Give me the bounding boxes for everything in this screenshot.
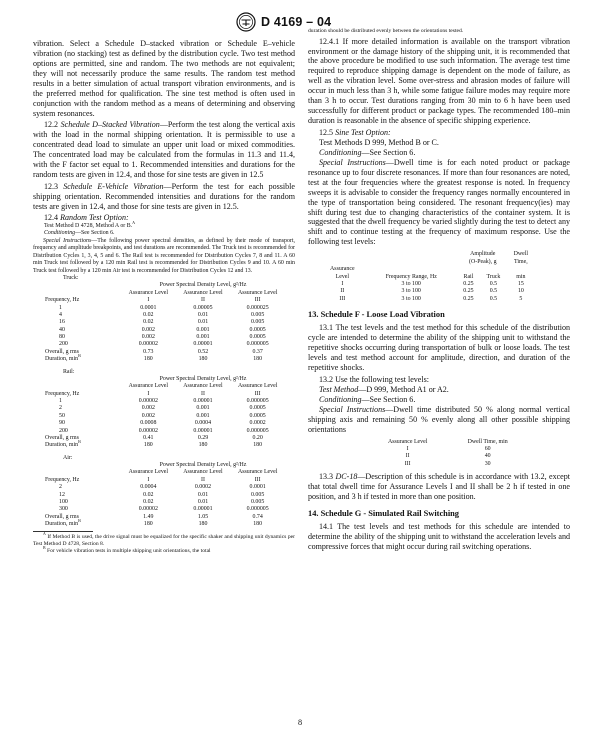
table-cell: 40 — [59, 326, 65, 333]
table-cell: 0.000005 — [246, 506, 269, 513]
table-cell: 0.00002 — [138, 398, 158, 404]
table-cell: 0.02 — [143, 319, 154, 326]
table-cell: I — [406, 445, 409, 452]
col-header-amplitude: Amplitude — [470, 251, 496, 258]
table-row — [368, 453, 528, 460]
table-row — [45, 341, 285, 348]
psd-col-header-frequency: Frequency, Hz — [45, 476, 80, 483]
special-instructions-text: —Dwell time distributed 50 % along normal vertical shipping axis and remaining 50 % evenly along all other possible shipping orientations — [308, 404, 570, 434]
col-header-frequency-range: Frequency Range, Hz — [385, 273, 437, 280]
table-cell: 16 — [59, 319, 65, 326]
table-cell: 180 — [253, 442, 263, 449]
footnote-text: For vehicle vibration tests in multiple shipping unit orientations, the total — [47, 548, 211, 555]
test-method-text: Test Method D 4728, Method A or B. — [44, 222, 133, 229]
table-cell: 0.001 — [196, 334, 210, 340]
right-column — [308, 28, 570, 552]
psd-col-header-frequency: Frequency, Hz — [45, 390, 80, 397]
test-method-text: —D 999, Method A1 or A2. — [358, 384, 449, 394]
section-text: —Description of this schedule is in accordance with 13.2, except that total dwell time for Assurance Levels I and II shall be 2 h if tested in one position, and 3 h if tested in more than one position. — [308, 472, 570, 502]
table-cell: 0.0001 — [249, 484, 266, 491]
section-number: 12.4 — [44, 212, 59, 222]
footnote-mark: B — [78, 518, 81, 524]
table-cell: 180 — [253, 521, 263, 527]
table-row — [45, 492, 285, 499]
psd-mode-label: Rail: — [63, 368, 75, 375]
table-cell: 0.005 — [251, 498, 265, 505]
table-cell: 40 — [484, 453, 491, 460]
footnote-mark: B — [78, 439, 81, 445]
duration-label-text: Duration, min — [45, 442, 79, 449]
col-header-min: min — [516, 273, 526, 280]
table-cell: 0.20 — [252, 434, 263, 441]
table-cell: 1 — [59, 398, 62, 404]
table-cell: 0.000005 — [246, 398, 269, 404]
table-cell: 0.00005 — [193, 304, 213, 311]
table-cell: 3 to 100 — [401, 280, 421, 287]
section-number: 12.2 — [44, 120, 59, 130]
table-row — [45, 349, 285, 356]
conditioning-label: Conditioning — [319, 394, 362, 404]
table-cell: 0.25 — [463, 288, 474, 295]
table-row — [45, 514, 285, 521]
table-row — [45, 312, 285, 319]
special-instructions-text: —Dwell time is for each noted product or package resonance up to four discrete resonances. If more than four resonances are noted, test at the four frequencies where the greatest response is noted. In frequency sweeps it is advisable to consider the frequency ranges normally encountered in the type of transportation being considered. The resonant frequency(ies) may shift during test due to changing characteristics of the container system. It is suggested that the dwell frequency be varied slightly during the test to detect any shift and to continue testing at the frequency of maximum response. Use the following test levels: — [308, 157, 570, 247]
section-number: 12.5 — [319, 127, 334, 137]
table-cell: 60 — [484, 445, 491, 452]
psd-mode-label: Air: — [63, 454, 73, 461]
psd-col-header-assurance: Assurance Level — [237, 289, 278, 296]
conditioning-label: Conditioning — [44, 230, 76, 237]
table-row — [320, 288, 534, 295]
table-cell: 1.49 — [143, 513, 154, 520]
psd-col-header-assurance: Assurance Level — [237, 383, 278, 390]
section-13-heading: 13. Schedule F - Loose Load Vibration — [308, 310, 445, 320]
table-cell: 0.00002 — [138, 341, 158, 348]
table-cell: 0.0005 — [249, 405, 266, 412]
psd-col-header-assurance: Assurance Level — [237, 469, 278, 476]
table-cell: 0.00001 — [193, 398, 213, 404]
table-cell: 0.73 — [143, 348, 154, 355]
table-row — [45, 405, 285, 412]
psd-col-header-level: I — [147, 476, 150, 483]
table-cell: 0.02 — [143, 498, 154, 505]
table-cell: 0.5 — [489, 295, 498, 302]
paragraph-12-2 — [33, 120, 295, 180]
col-header-level: Level — [335, 273, 350, 280]
table-cell: 180 — [198, 521, 208, 527]
random-conditioning — [44, 230, 295, 237]
table-cell: 0.00002 — [138, 427, 158, 434]
table-cell: 0.41 — [143, 434, 154, 441]
table-cell: 180 — [143, 521, 153, 527]
table-cell: 0.00001 — [193, 506, 213, 513]
col-header-assurance-level: Assurance Level — [387, 438, 428, 445]
table-cell: 0.29 — [197, 434, 209, 441]
table-cell: 0.01 — [197, 491, 209, 498]
left-column — [33, 39, 295, 556]
footnote-mark: A — [132, 219, 136, 225]
sine-resonance-rows — [320, 281, 534, 303]
table-row — [45, 521, 285, 528]
table-row — [320, 296, 534, 303]
psd-mode-label: Truck: — [63, 275, 79, 281]
paragraph-12-4 — [33, 213, 295, 223]
table-cell: 0.000025 — [246, 304, 269, 311]
psd-col-header-level: I — [147, 297, 150, 304]
table-cell: 0.002 — [141, 405, 155, 412]
paragraph-12-4-1: 12.4.1 If more detailed information is available on the transport vibration environment or the damage history of the shipping unit, it is recommended that the above procedure be modified to use such information. The average test time required to reproduce shipping damage is dependent on the mode of failure, as well as the vibration level. Some over-stress and abrasion modes of failure will occur in much less than 3 h, while some fatigue failure modes may require more than 3 h to occur. Test durations ranging from 30 min to 6 h have been used successfully for different product or package types. The recommended 180–min duration is reasonable in the absence of specific shipping experience. — [308, 36, 570, 126]
f-special-instructions — [308, 405, 570, 435]
table-cell: 0.52 — [197, 348, 209, 355]
table-cell: 0.002 — [141, 326, 155, 333]
conditioning-text: —See Section 6. — [361, 394, 416, 404]
table-cell: 0.0002 — [249, 420, 266, 427]
duration-label-text: Duration, min — [45, 521, 79, 527]
table-cell: 0.0008 — [140, 420, 157, 427]
psd-col-header-level: I — [147, 390, 150, 397]
table-cell: 0.25 — [463, 295, 474, 302]
table-cell: 0.005 — [251, 311, 265, 318]
table-cell: 30 — [484, 460, 491, 467]
table-row — [320, 281, 534, 288]
psd-table-air — [45, 455, 285, 529]
table-row — [45, 413, 285, 420]
table-cell: 0.0004 — [194, 420, 212, 427]
psd-col-header-assurance: Assurance Level — [128, 383, 169, 390]
footnote-mark: B — [78, 353, 81, 359]
table-row — [45, 506, 285, 513]
table-cell: 0.74 — [252, 513, 263, 520]
table-cell: 0.0002 — [194, 484, 212, 491]
table-cell: 180 — [143, 356, 153, 363]
psd-col-header-assurance: Assurance Level — [183, 469, 223, 476]
section-text: —Perform the test along the vertical axis with the load in the normal shipping orientation. It is permissible to use a concentrated dead load to simulate an upper unit load or mixed commodities. The concentrated load may be calculated from the formulas in 11.3 and 11.4, with the F factor set equal to 1. Recommended intensities and durations for the random tests are given in 12.4, and those for sine tests are given in 12.5 — [33, 120, 295, 180]
table-cell: 180 — [198, 356, 208, 363]
table-cell: 0.001 — [196, 326, 210, 333]
table-cell: II — [405, 453, 410, 460]
psd-caption: Power Spectral Density Level, g²/Hz — [159, 375, 247, 382]
sine-resonance-table — [320, 251, 534, 303]
psd-col-header-level: II — [201, 297, 205, 304]
table-cell: 0.37 — [252, 348, 263, 355]
table-row — [45, 484, 285, 491]
table-cell: 0.0005 — [249, 326, 266, 333]
table-cell: 0.001 — [196, 412, 210, 419]
standard-number: D 4169 – 04 — [261, 15, 332, 29]
col-header-dwell-time: Dwell Time, min — [467, 438, 508, 445]
footnote-mark: B — [43, 546, 46, 551]
paragraph-12-5 — [308, 128, 570, 138]
table-cell: 0.5 — [489, 280, 498, 287]
psd-col-header-frequency: Frequency, Hz — [45, 297, 80, 304]
table-row — [368, 446, 528, 453]
table-cell: 0.002 — [141, 334, 155, 340]
table-cell: 0.002 — [141, 412, 155, 419]
table-row — [45, 356, 285, 363]
table-row — [45, 398, 285, 405]
table-cell: II — [340, 288, 345, 295]
sine-conditioning — [308, 148, 570, 158]
grms-label: Overall, g rms — [45, 434, 79, 441]
table-cell: III — [339, 295, 346, 302]
table-row — [45, 327, 285, 334]
table-cell: 1.05 — [197, 513, 209, 520]
special-instructions-label: Special Instructions — [319, 404, 386, 414]
table-cell: 0.25 — [463, 280, 474, 287]
psd-col-header-assurance: Assurance Level — [183, 289, 223, 296]
psd-tables — [33, 275, 295, 528]
duration-label — [45, 439, 121, 449]
duration-label — [45, 518, 121, 528]
table-row — [45, 442, 285, 449]
table-cell: 2 — [59, 484, 62, 491]
duration-label — [45, 353, 121, 363]
psd-caption: Power Spectral Density Level, g²/Hz — [159, 462, 247, 468]
col-header-time: Time, — [514, 258, 528, 265]
col-header-assurance: Assurance — [330, 266, 355, 273]
grms-label: Overall, g rms — [45, 348, 79, 355]
table-cell: 1 — [59, 304, 62, 311]
footnote-rule — [33, 531, 93, 532]
section-title: Random Test Option: — [60, 212, 129, 222]
footnote-b — [33, 548, 295, 555]
test-method-label: Test Method — [319, 384, 359, 394]
footnote-a — [33, 534, 295, 548]
f-test-method — [308, 385, 570, 395]
table-cell: 50 — [59, 412, 65, 419]
table-cell: 180 — [143, 442, 153, 449]
table-row — [45, 499, 285, 506]
psd-col-header-assurance: Assurance Level — [128, 469, 169, 476]
table-cell: 0.00001 — [193, 427, 213, 434]
psd-col-header-level: II — [201, 390, 205, 397]
table-cell: I — [341, 280, 344, 287]
table-cell: 0.02 — [143, 491, 154, 498]
special-instructions-text: —The following power spectral densities, as defined by their mode of transport, frequency and amplitude breakpoints, and test durations are recommended. The Truck test is recommended for Distribution Cycles 1, 3, 4, 5 and 6. The Rail test is recommended for Distribution Cycles 7, 8 and 11. A 60 min Truck test followed by a 120 min Rail test is recommended for Distribution Cycles 9 and 10. A 60 min Truck test followed by a 120 min Air test is recommended for Distribution Cycles 12 and 13. — [33, 237, 295, 274]
table-cell: 0.0005 — [249, 334, 266, 340]
paragraph-13-2: 13.2 Use the following test levels: — [319, 374, 429, 384]
section-number: 13.3 — [319, 472, 334, 482]
sine-special-instructions — [308, 158, 570, 248]
table-cell: 5 — [519, 295, 523, 302]
table-row — [45, 420, 285, 427]
table-cell: 0.02 — [143, 311, 154, 318]
table-cell: 0.0005 — [249, 412, 266, 419]
table-cell: 0.005 — [251, 491, 265, 498]
psd-col-header-assurance: Assurance Level — [128, 289, 169, 296]
table-cell: 0.01 — [197, 498, 209, 505]
duration-label-text: Duration, min — [45, 356, 79, 363]
section-title: DC-18 — [335, 472, 358, 482]
astm-logo-icon — [236, 12, 256, 32]
table-cell: 4 — [59, 311, 62, 318]
sine-test-method: Test Methods D 999, Method B or C. — [319, 137, 439, 147]
paragraph-14-1: 14.1 The test levels and test methods for this schedule are intended to determine the ability of the shipping unit to withstand the acceleration levels and compressive forces that might occur during rail switching operations. — [308, 522, 570, 552]
table-cell: 0.0001 — [140, 304, 157, 311]
paragraph-vibration-tail: vibration. Select a Schedule D–stacked vibration or Schedule E–vehicle vibration (no stacking) test as defined by the distribution cycle. Two test method options are permitted, sine and random. The two methods are not equivalent; they will not necessarily produce the same results. The random test method results in a better simulation of actual transport vibration environments, and is the preferred method for qualification. The sine test method is often used in conjunction with the random method as a means of determining and observing system resonances. — [33, 39, 295, 118]
section-title: Schedule E-Vehicle Vibration — [63, 181, 164, 191]
footnote-b-continued: duration should be distributed evenly between the orientations tested. — [308, 28, 464, 34]
table-cell: 0.000005 — [246, 341, 269, 348]
table-cell: 2 — [59, 405, 62, 412]
paragraph-13-3 — [308, 472, 570, 502]
special-instructions-label: Special Instructions — [43, 237, 92, 244]
section-text: —Perform the test for each possible shipping orientation. Recommended intensities and durations for the random tests are given in 12.4, and those for sine tests are given in 12.5. — [33, 181, 295, 211]
footnote-text: If Method B is used, the drive signal must be equalized for the specific shaker and shipping unit dynamics per Test Method D 4728, Section 8. — [33, 534, 295, 548]
table-cell: 0.00002 — [138, 506, 158, 513]
conditioning-label: Conditioning — [319, 147, 362, 157]
special-instructions-label: Special Instructions — [319, 157, 386, 167]
table-cell: 200 — [59, 427, 68, 434]
col-header-truck: Truck — [486, 273, 501, 280]
table-cell: III — [404, 460, 411, 467]
section-number: 12.3 — [44, 181, 59, 191]
paragraph-13-1: 13.1 The test levels and the test method for this schedule of the distribution cycle are intended to determine the ability of the shipping unit to withstand the repetitive shocks occurring during transportation of bulk or loose loads. The test levels and test method account for amplitude, direction, and duration of the repetitive shocks. — [308, 323, 570, 373]
table-cell: 0.001 — [196, 405, 210, 412]
table-cell: 200 — [59, 341, 68, 348]
table-row — [45, 319, 285, 326]
table-cell: 0.000005 — [246, 427, 269, 434]
psd-col-header-level: II — [201, 476, 205, 483]
f-conditioning — [308, 395, 570, 405]
section-title: Sine Test Option: — [335, 127, 391, 137]
grms-label: Overall, g rms — [45, 513, 79, 520]
table-row — [45, 435, 285, 442]
col-header-rail: Rail — [463, 273, 474, 280]
psd-caption: Power Spectral Density Level, g²/Hz — [159, 282, 247, 289]
table-cell: 0.00001 — [193, 341, 213, 348]
dwell-time-rows — [368, 446, 528, 468]
table-row — [45, 305, 285, 312]
table-cell: 80 — [59, 334, 65, 340]
psd-col-header-level: III — [254, 476, 261, 483]
psd-col-header-assurance: Assurance Level — [183, 383, 223, 390]
table-cell: 100 — [59, 498, 68, 505]
section-14-heading: 14. Schedule G - Simulated Rail Switching — [308, 509, 459, 518]
conditioning-text: —See Section 6. — [75, 230, 115, 237]
table-cell: 300 — [59, 506, 68, 513]
table-cell: 180 — [253, 356, 263, 363]
table-cell: 0.01 — [197, 319, 209, 326]
table-cell: 15 — [517, 280, 524, 287]
random-test-method — [44, 219, 295, 230]
table-cell: 3 to 100 — [401, 288, 421, 295]
table-cell: 0.005 — [251, 319, 265, 326]
psd-col-header-level: III — [254, 390, 261, 397]
paragraph-12-3 — [33, 182, 295, 212]
page-number: 8 — [297, 718, 303, 727]
col-header-dwell: Dwell — [513, 251, 529, 258]
psd-table-truck — [45, 275, 285, 364]
table-row — [45, 334, 285, 341]
footnote-mark: A — [43, 532, 46, 537]
dwell-time-table — [368, 439, 528, 469]
conditioning-text: —See Section 6. — [361, 147, 416, 157]
col-header-amplitude-unit: (O-Peak), g — [469, 258, 497, 265]
psd-col-header-level: III — [254, 297, 261, 304]
table-cell: 0.0004 — [140, 484, 157, 491]
table-row — [45, 428, 285, 435]
table-cell: 3 to 100 — [401, 295, 421, 302]
table-cell: 10 — [517, 288, 524, 295]
table-row — [368, 461, 528, 468]
psd-table-rail — [45, 369, 285, 450]
table-cell: 12 — [59, 491, 65, 498]
random-special-instructions — [33, 238, 295, 275]
table-cell: 90 — [59, 420, 65, 427]
table-cell: 0.01 — [197, 311, 209, 318]
section-title: Schedule D–Stacked Vibration — [60, 120, 160, 130]
table-cell: 0.5 — [489, 288, 498, 295]
table-cell: 180 — [198, 442, 208, 449]
